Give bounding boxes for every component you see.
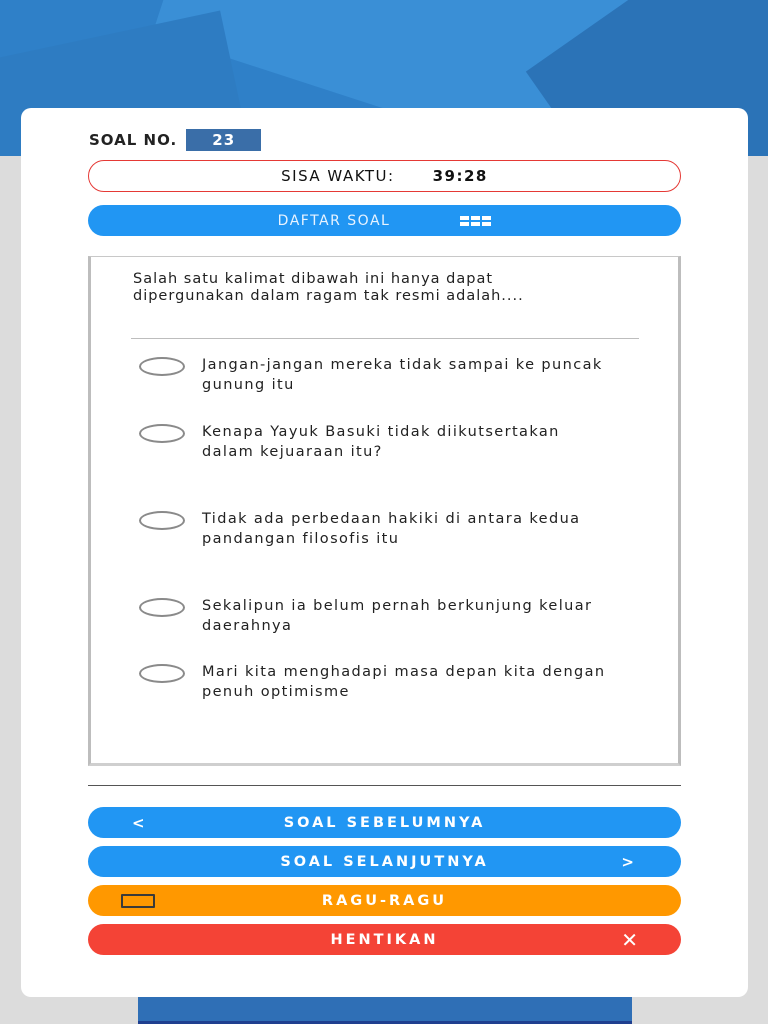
radio-button[interactable] (139, 664, 185, 683)
answer-option-text: Sekalipun ia belum pernah berkunjung keluar daerahnya (202, 598, 593, 634)
exam-card (21, 108, 748, 997)
radio-button[interactable] (139, 357, 185, 376)
question-number-label: SOAL NO. (89, 131, 178, 149)
doubtful-button[interactable] (88, 885, 681, 916)
radio-button[interactable] (139, 598, 185, 617)
previous-question-button[interactable] (88, 807, 681, 838)
question-list-button[interactable] (88, 205, 681, 236)
question-number-header (89, 130, 261, 150)
question-divider (131, 338, 639, 339)
timer-value: 39:28 (432, 167, 488, 185)
next-question-button[interactable] (88, 846, 681, 877)
chevron-right-icon: > (621, 852, 637, 871)
stop-button[interactable] (88, 924, 681, 955)
timer-box (88, 160, 681, 192)
answer-option[interactable] (139, 597, 619, 636)
stop-label: HENTIKAN (330, 931, 439, 948)
question-text: Salah satu kalimat dibawah ini hanya dapat dipergunakan dalam ragam tak resmi adalah.... (133, 271, 524, 304)
answer-option[interactable] (139, 510, 619, 549)
answer-option-text: Mari kita menghadapi masa depan kita dengan penuh optimisme (202, 664, 606, 700)
section-divider (88, 785, 681, 786)
answer-option-text: Tidak ada perbedaan hakiki di antara kedua pandangan filosofis itu (202, 511, 581, 547)
question-list-label: DAFTAR SOAL (277, 212, 391, 229)
previous-question-label: SOAL SEBELUMNYA (283, 814, 486, 831)
question-number-badge: 23 (186, 129, 261, 151)
answer-option[interactable] (139, 423, 619, 462)
answer-option-text: Kenapa Yayuk Basuki tidak diikutsertakan dalam kejuaraan itu? (202, 424, 560, 460)
question-box (88, 256, 681, 766)
chevron-left-icon: < (132, 813, 148, 832)
next-question-label: SOAL SELANJUTNYA (280, 853, 489, 870)
doubtful-label: RAGU-RAGU (321, 892, 448, 909)
radio-button[interactable] (139, 424, 185, 443)
answer-option[interactable] (139, 663, 619, 702)
answer-option-text: Jangan-jangan mereka tidak sampai ke puncak gunung itu (202, 357, 603, 393)
close-icon: ✕ (621, 927, 641, 952)
answer-option[interactable] (139, 356, 619, 395)
radio-button[interactable] (139, 511, 185, 530)
grid-icon (460, 216, 491, 226)
timer-label: SISA WAKTU: (281, 167, 395, 185)
